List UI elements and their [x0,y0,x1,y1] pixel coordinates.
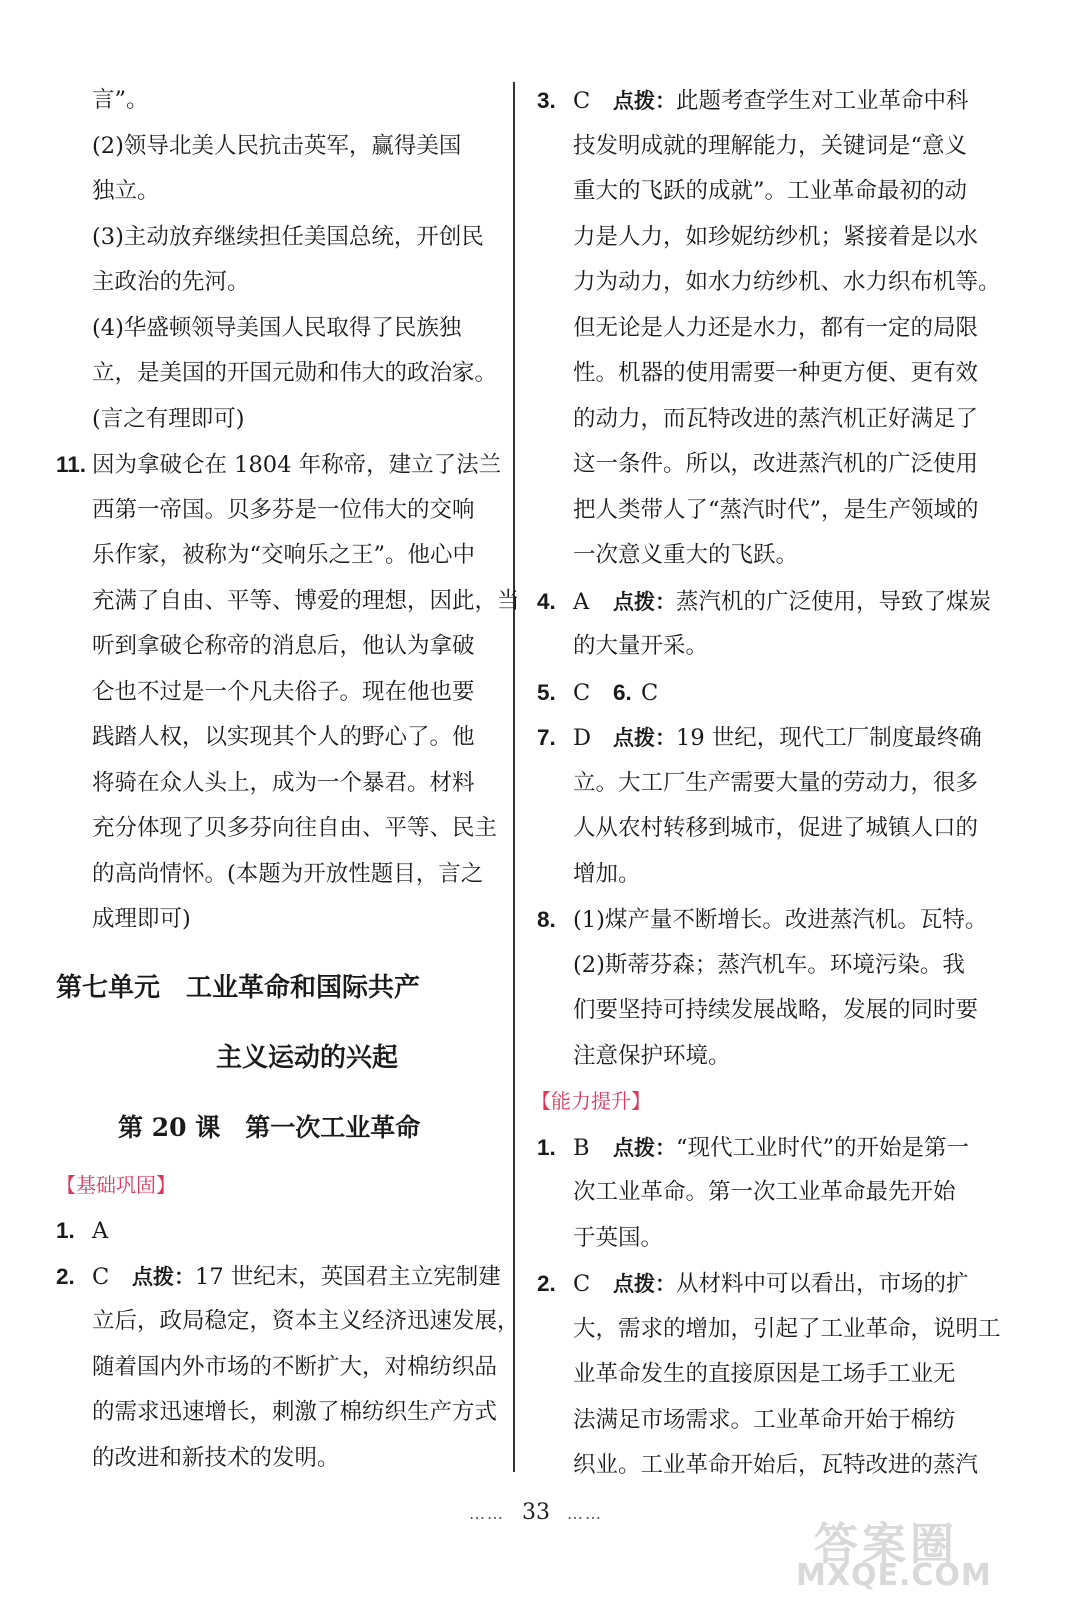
text-line: 把人类带人了“蒸汽时代”，是生产领域的 [573,496,979,523]
answer-text: 此题考查学生对工业革命中科 [676,88,969,114]
text-line: 仑也不过是一个凡夫俗子。现在他也要 [92,678,475,705]
text-line: 听到拿破仑称帝的消息后，他认为拿破 [92,633,475,659]
answer-letter: C [641,679,659,706]
footer-dots: …… [469,1504,505,1523]
text-line: 重大的飞跃的成就”。工业革命最初的动 [573,178,968,204]
text-line: 西第一帝国。贝多芬是一位伟大的交响 [92,496,475,523]
text-line: 将骑在众人头上，成为一个暴君。材料 [92,769,475,796]
question-number: 5. [537,679,556,705]
question-number: 1. [56,1218,75,1243]
question-number: 11. [56,452,87,477]
text-line: 独立。 [92,178,160,204]
text-line: (2)领导北美人民抗击英军，赢得美国 [92,132,462,159]
question-number: 7. [537,725,556,750]
text-line: 的动力，而瓦特改进的蒸汽机正好满足了 [573,405,979,432]
tip-label: 点拨： [613,589,676,614]
text-line: (2)斯蒂芬森；蒸汽机车。环境污染。我 [573,951,965,978]
text-line: 的需求迅速增长，刺激了棉纺织生产方式 [92,1399,498,1425]
text-line: 技发明成就的理解能力，关键词是“意义 [573,132,968,159]
text-line: 乐作家，被称为“交响乐之王”。他心中 [92,542,476,568]
unit-title-continued: 主义运动的兴起 [216,1042,399,1073]
text-line: 法满足市场需求。工业革命开始于棉纺 [573,1406,956,1433]
text-line: 的高尚情怀。(本题为开放性题目，言之 [92,860,484,887]
text-line: 充满了自由、平等、博爱的理想，因此，当 [92,587,520,614]
text-line: 践踏人权，以实现其个人的野心了。他 [92,724,475,750]
text-line: 们要坚持可持续发展战略，发展的同时要 [573,997,979,1023]
question-number: 4. [537,588,556,614]
answer-letter: C [92,1263,110,1290]
text-line: (3)主动放弃继续担任美国总统，开创民 [92,223,484,250]
text-line: 立，是美国的开国元勋和伟大的政治家。 [92,360,498,386]
question-number: 8. [537,907,556,932]
text-line: 力为动力，如水力纺纱机、水力织布机等。 [573,269,1001,295]
text-line: 言”。 [92,87,149,113]
text-line: 于英国。 [573,1224,664,1251]
answer-text: (1)煤产量不断增长。改进蒸汽机。瓦特。 [573,907,988,933]
tip-label: 点拨： [132,1264,195,1289]
text-line: 随着国内外市场的不断扩大，对棉纺织品 [92,1353,498,1380]
question-2 [56,1254,501,1300]
text-line: 立。大工厂生产需要大量的劳动力，很多 [573,769,979,796]
answer-letter: A [92,1218,109,1244]
answer-text: “现代工业时代”的开始是第一 [676,1134,970,1161]
text-line: 人从农村转移到城市，促进了城镇人口的 [573,815,979,841]
right-column [531,78,1001,1489]
answer-text: 因为拿破仑在 1804 年称帝，建立了法兰 [92,452,502,478]
question-4 [537,579,992,625]
answer-letter: C [573,88,591,114]
text-line: 主政治的先河。 [92,269,250,295]
page-number: 33 [522,1500,550,1525]
text-line: 次工业革命。第一次工业革命最先开始 [573,1179,956,1205]
text-line: 成理即可) [92,906,191,932]
advanced-question-2 [537,1261,987,1307]
left-column [56,78,520,1481]
question-1 [56,1208,501,1254]
section-tag-basic: 【基础巩固】 [56,1172,176,1197]
unit-title: 第七单元 工业革命和国际共产 [56,972,421,1003]
text-line: 立后，政局稳定，资本主义经济迅速发展， [92,1308,520,1334]
section-tag-advanced: 【能力提升】 [531,1089,651,1113]
text-line: 增加。 [573,860,641,887]
answer-text: 19 世纪，现代工厂制度最终确 [676,725,982,751]
tip-label: 点拨： [613,1135,676,1160]
text-line: 力是人力，如珍妮纺纱机；紧接着是以水 [573,223,979,250]
question-number: 3. [537,88,556,113]
text-line: 大，需求的增加，引起了工业革命，说明工 [573,1315,1001,1342]
text-line: (4)华盛顿领导美国人民取得了民族独 [92,314,462,341]
text-line: 的改进和新技术的发明。 [92,1444,340,1471]
text-line: 业革命发生的直接原因是工场手工业无 [573,1361,956,1387]
text-line: 的大量开采。 [573,633,709,659]
advanced-question-1 [537,1125,987,1171]
lesson-title: 第 20 课 第一次工业革命 [118,1112,421,1142]
watermark-url: MXQE.COM [796,1558,992,1593]
tip-label: 点拨： [613,89,676,113]
watermark-text: 答案圈 [814,1519,958,1570]
question-number: 6. [613,679,632,705]
column-divider [513,82,515,1472]
answer-letter: D [573,725,592,751]
answer-letter: A [573,588,590,615]
question-number: 2. [56,1263,75,1289]
answer-text: 蒸汽机的广泛使用，导致了煤炭 [676,588,992,615]
question-number: 2. [537,1271,556,1296]
question-5-6 [537,670,987,716]
watermark-logo [790,1508,1060,1596]
question-8 [537,897,987,943]
text-line: 一次意义重大的飞跃。 [573,542,799,568]
question-7 [537,715,987,761]
question-3 [537,78,987,124]
tip-label: 点拨： [613,726,676,750]
text-line: 注意保护环境。 [573,1042,731,1069]
answer-letter: C [573,1271,591,1297]
text-line: (言之有理即可) [92,405,245,432]
answer-letter: B [573,1134,590,1161]
text-line: 织业。工业革命开始后，瓦特改进的蒸汽 [573,1452,979,1478]
answer-text: 从材料中可以看出，市场的扩 [676,1271,969,1297]
answer-letter: C [573,679,591,706]
text-line: 性。机器的使用需要一种更方便、更有效 [573,360,979,386]
footer-dots: …… [567,1504,603,1523]
question-11 [56,442,501,488]
text-line: 这一条件。所以，改进蒸汽机的广泛使用 [573,451,979,477]
tip-label: 点拨： [613,1272,676,1296]
text-line: 但无论是人力还是水力，都有一定的局限 [573,314,979,341]
answer-text: 17 世纪末，英国君主立宪制建 [195,1263,501,1290]
question-number: 1. [537,1134,556,1160]
text-line: 充分体现了贝多芬向往自由、平等、民主 [92,815,498,841]
